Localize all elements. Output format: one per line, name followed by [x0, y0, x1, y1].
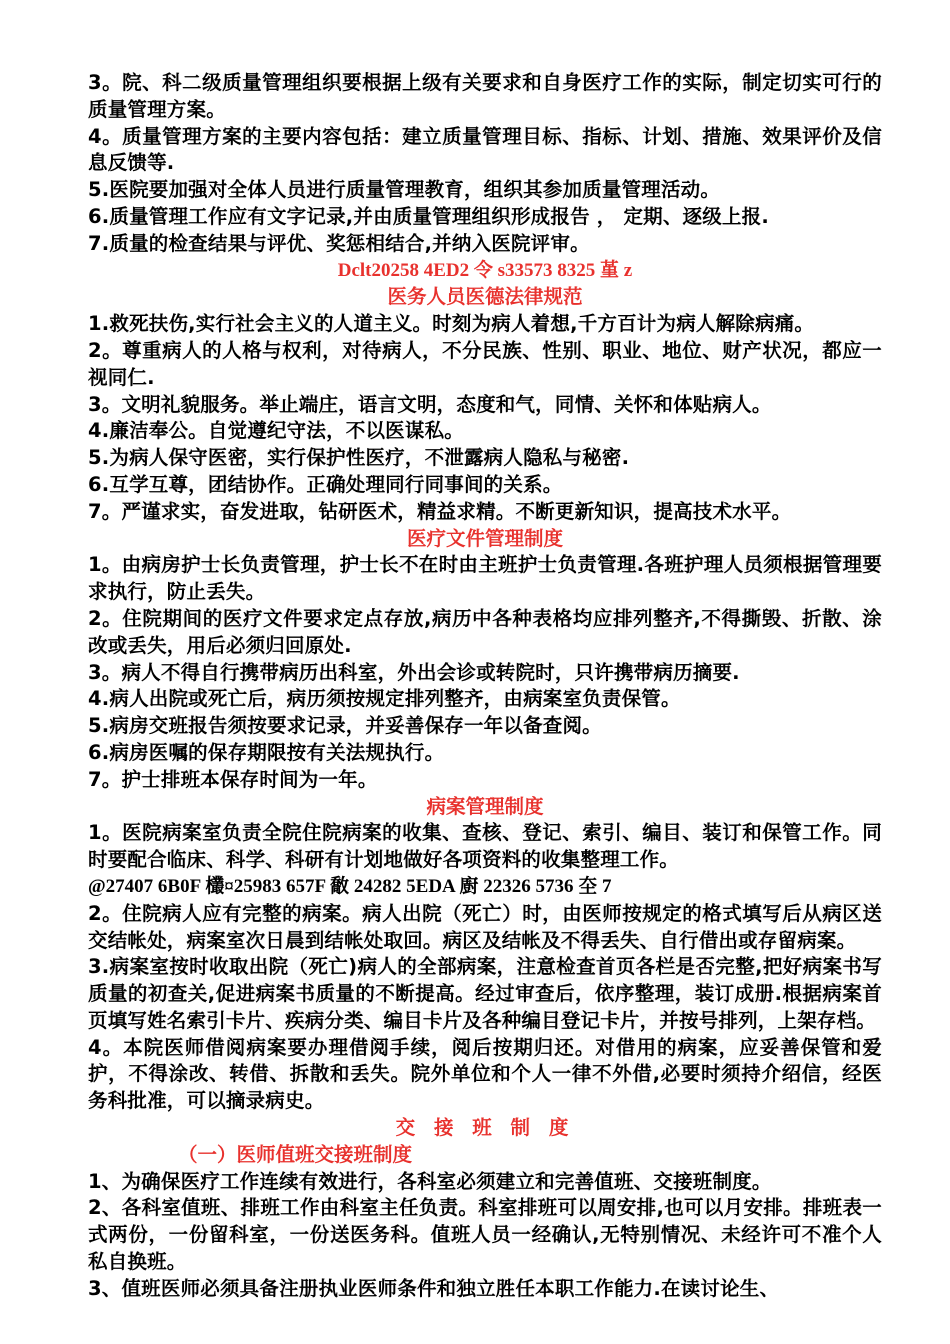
paragraph: 2。尊重病人的人格与权利，对待病人，不分民族、性别、职业、地位、财产状况，都应一视同仁. [88, 338, 882, 389]
paragraph: 5.为病人保守医密，实行保护性医疗，不泄露病人隐私与秘密. [88, 446, 630, 470]
paragraph: 2。住院病人应有完整的病案。病人出院（死亡）时，由医师按规定的格式填写后从病区送交结帐处，病案室次日晨到结帐处取回。病区及结帐及不得丢失、自行借出或存留病案。 [88, 901, 882, 952]
paragraph: 7。护士排班本保存时间为一年。 [88, 767, 378, 791]
paragraph: 3.病案室按时收取出院（死亡)病人的全部病案，注意检查首页各栏是否完整,把好病案书写质量的初查关,促进病案书质量的不断提高。经过审查后，依序整理，装订成册.根据病案首页填写姓名索引卡片、疾病分类、编目卡片及各种编目登记卡片，并按号排列，上架存档。 [88, 955, 882, 1032]
paragraph: 4。本院医师借阅病案要办理借阅手续，阅后按期归还。对借用的病案，应妥善保管和爱护，不得涂改、转借、拆散和丢失。院外单位和个人一律不外借,必要时须持介绍信，经医务科批准，可以摘录病史。 [88, 1035, 882, 1113]
paragraph: 1。医院病案室负责全院住院病案的收集、查核、登记、索引、编目、装订和保管工作。同时要配合临床、科学、科研有计划地做好各项资料的收集整理工作。 [88, 821, 882, 872]
paragraph: 2、各科室值班、排班工作由科室主任负责。科室排班可以周安排,也可以月安排。排班表一式两份，一份留科室，一份送医务科。值班人员一经确认,无特别情况、未经许可不准个人私自换班。 [88, 1196, 882, 1274]
paragraph: 1.救死扶伤,实行社会主义的人道主义。时刻为病人着想,千方百计为病人解除病痛。 [88, 312, 815, 336]
paragraph: 3。文明礼貌服务。举止端庄，语言文明，态度和气，同情、关怀和体贴病人。 [88, 392, 772, 416]
paragraph: 4。质量管理方案的主要内容包括：建立质量管理目标、指标、计划、措施、效果评价及信息反馈等. [88, 124, 882, 175]
section-heading: 医疗文件管理制度 [406, 526, 563, 550]
paragraph: 3。院、科二级质量管理组织要根据上级有关要求和自身医疗工作的实际，制定切实可行的质量管理方案。 [88, 71, 882, 121]
paragraph: 6.互学互尊，团结协作。正确处理同行同事间的关系。 [88, 472, 563, 496]
paragraph: 1。由病房护士长负责管理，护士长不在时由主班护士负责管理.各班护理人员须根据管理要求执行，防止丢失。 [88, 553, 882, 604]
paragraph: 4.廉洁奉公。自觉遵纪守法，不以医谋私。 [88, 419, 464, 443]
paragraph: 6.质量管理工作应有文字记录,并由质量管理组织形成报告 ， 定期、逐级上报. [88, 204, 769, 228]
paragraph: 7。严谨求实，奋发进取，钻研医术，精益求精。不断更新知识，提高技术水平。 [88, 499, 792, 523]
paragraph: 4.病人出院或死亡后，病历须按规定排列整齐，由病案室负责保管。 [88, 687, 681, 711]
paragraph: 7.质量的检查结果与评优、奖惩相结合,并纳入医院评审。 [88, 231, 590, 255]
paragraph: 5.病房交班报告须按要求记录，并妥善保存一年以备查阅。 [88, 714, 602, 738]
code-line: Dclt20258 4ED2 令 s33573 8325 堇 z [337, 259, 633, 281]
garbled-line: @27407 6B0F 欉¤25983 657F 敿 24282 5EDA 廚 22326 5736 圶 7 [88, 875, 612, 897]
section-heading: 病案管理制度 [426, 794, 544, 818]
paragraph: 2。住院期间的医疗文件要求定点存放,病历中各种表格均应排列整齐,不得撕毁、折散、涂改或丢失，用后必须归回原处. [88, 606, 882, 657]
paragraph: 3、值班医师必须具备注册执业医师条件和独立胜任本职工作能力.在读讨论生、 [88, 1276, 780, 1300]
paragraph: 1、为确保医疗工作连续有效进行，各科室必须建立和完善值班、交接班制度。 [88, 1169, 772, 1193]
paragraph: 6.病房医嘱的保存期限按有关法规执行。 [88, 740, 445, 764]
paragraph: 3。病人不得自行携带病历出科室，外出会诊或转院时，只许携带病历摘要. [88, 660, 740, 684]
paragraph: 5.医院要加强对全体人员进行质量管理教育，组织其参加质量管理活动。 [88, 178, 721, 202]
subsection-heading: （一）医师值班交接班制度 [178, 1142, 413, 1166]
section-heading: 交 接 班 制 度 [395, 1116, 575, 1140]
section-heading: 医务人员医德法律规范 [387, 285, 583, 309]
